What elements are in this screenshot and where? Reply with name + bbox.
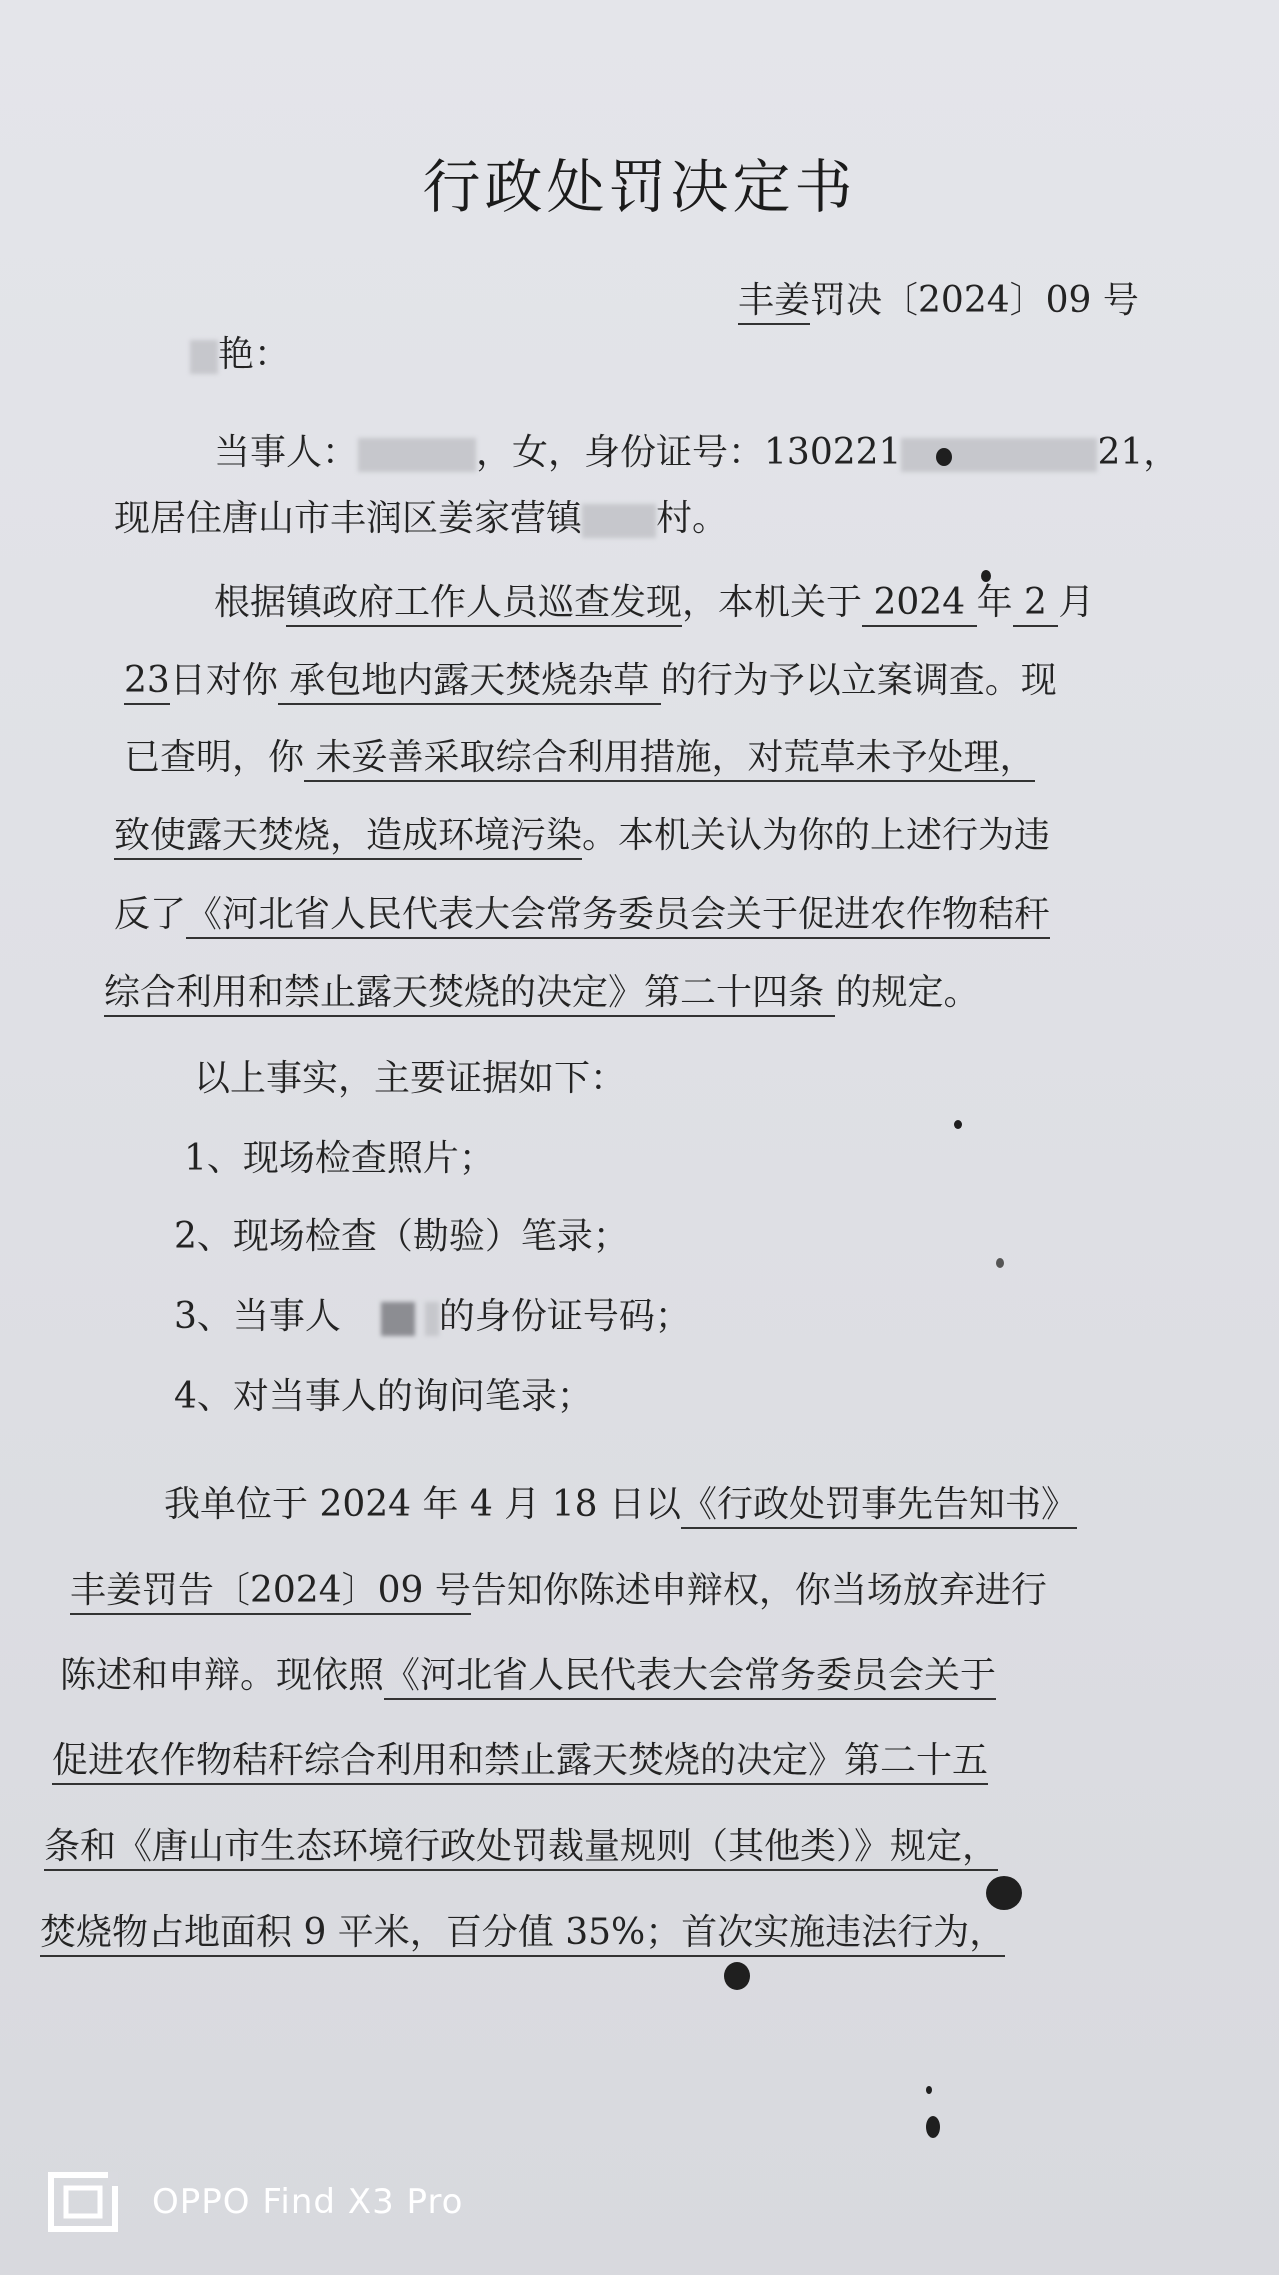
doc-number-rest: 罚决〔2024〕09 号 xyxy=(810,280,1139,321)
text-span: 反了 xyxy=(114,894,187,935)
address-prefix: 现居住唐山市丰润区姜家营镇 xyxy=(114,498,583,539)
para2-line1 xyxy=(164,1480,1077,1530)
redacted-id-number xyxy=(901,438,1097,472)
para2-line5 xyxy=(44,1822,998,1872)
text-span: 的规定。 xyxy=(835,972,980,1013)
redacted-party-name xyxy=(381,1302,415,1336)
text-span: ，本机关于 xyxy=(682,582,863,623)
salutation-text: 艳： xyxy=(218,334,291,375)
para2-line3 xyxy=(60,1651,996,1701)
document-number xyxy=(738,276,1139,326)
text-span: 告知你陈述申辩权，你当场放弃进行 xyxy=(470,1570,1047,1611)
watermark-text: OPPO Find X3 Pro xyxy=(152,2182,464,2222)
oppo-camera-frame-icon xyxy=(48,2172,118,2232)
legal-basis-2: 《河北省人民代表大会常务委员会关于 xyxy=(384,1655,996,1700)
notice-title: 《行政处罚事先告知书》 xyxy=(681,1484,1077,1529)
para1-line6 xyxy=(104,968,979,1018)
doc-number-prefix: 丰姜 xyxy=(738,280,810,325)
id-number-suffix: 21， xyxy=(1097,432,1180,473)
text-span: 陈述和申辩。现依照 xyxy=(60,1655,385,1696)
redacted-party-name xyxy=(425,1302,439,1336)
ink-spot xyxy=(986,1876,1022,1910)
para2-line2 xyxy=(70,1566,1047,1616)
text-span: 已查明，你 xyxy=(124,737,305,778)
text-span: 月 xyxy=(1058,582,1095,623)
text-span: 的行为予以立案调查。现 xyxy=(660,660,1057,701)
legal-basis-cont: 综合利用和禁止露天焚烧的决定》第二十四条 xyxy=(104,972,835,1017)
party-gender: ，女，身份证号： xyxy=(476,432,765,473)
redacted-village xyxy=(582,504,656,538)
salutation xyxy=(190,330,290,380)
ink-spot xyxy=(996,1258,1004,1268)
case-day: 23 xyxy=(124,660,170,705)
text-span: 。本机关认为你的上述行为违 xyxy=(582,815,1051,856)
para1-line4 xyxy=(114,811,1050,861)
evidence-item-4: 4、对当事人的询问笔录； xyxy=(174,1376,593,1417)
violation-act: 承包地内露天焚烧杂草 xyxy=(278,660,661,705)
party-line xyxy=(214,428,1179,478)
address-suffix: 村。 xyxy=(656,498,729,539)
text-span: 根据 xyxy=(214,582,287,623)
text-span: 的身份证号码； xyxy=(438,1296,691,1337)
camera-watermark xyxy=(48,2172,463,2232)
findings: 未妥善采取综合利用措施，对荒草未予处理， xyxy=(304,737,1035,782)
id-number-prefix: 130221 xyxy=(764,432,902,473)
redacted-name xyxy=(190,340,218,374)
ink-spot xyxy=(936,448,952,466)
redacted-party-name xyxy=(358,438,476,472)
ink-spot xyxy=(981,570,991,582)
para1-line3 xyxy=(124,733,1035,783)
evidence-intro: 以上事实，主要证据如下： xyxy=(194,1058,627,1099)
burn-area-details: 焚烧物占地面积 9 平米，百分值 35%；首次实施违法行为， xyxy=(40,1912,1005,1957)
evidence-item-1: 1、现场检查照片； xyxy=(184,1138,495,1179)
para1-line1 xyxy=(214,578,1094,628)
legal-basis: 《河北省人民代表大会常务委员会关于促进农作物秸秆 xyxy=(186,894,1050,939)
text-span: 年 xyxy=(976,582,1013,623)
findings-cont: 致使露天焚烧，造成环境污染 xyxy=(114,815,582,860)
notice-number: 丰姜罚告〔2024〕09 号 xyxy=(70,1570,471,1615)
para2-line4 xyxy=(52,1736,988,1786)
evidence-item-3 xyxy=(174,1292,691,1342)
party-label: 当事人： xyxy=(214,432,359,473)
case-month: 2 xyxy=(1013,582,1059,627)
ink-spot xyxy=(724,1962,750,1990)
case-source: 镇政府工作人员巡查发现 xyxy=(286,582,682,627)
case-year: 2024 xyxy=(862,582,977,627)
para2-line6 xyxy=(40,1908,1005,1958)
ink-spot xyxy=(954,1120,962,1129)
para1-line2 xyxy=(124,656,1057,706)
para1-line5 xyxy=(114,890,1050,940)
discretion-rules: 条和《唐山市生态环境行政处罚裁量规则（其他类）》规定， xyxy=(44,1826,998,1871)
ink-spot xyxy=(926,2116,940,2138)
evidence-item-2: 2、现场检查（勘验）笔录； xyxy=(174,1216,629,1257)
document-title: 行政处罚决定书 xyxy=(422,153,857,221)
legal-basis-2-cont: 促进农作物秸秆综合利用和禁止露天焚烧的决定》第二十五 xyxy=(52,1740,988,1785)
text-span: 3、当事人 xyxy=(174,1296,341,1337)
text-span: 日对你 xyxy=(169,660,278,701)
ink-spot xyxy=(926,2086,932,2094)
text-span: 我单位于 2024 年 4 月 18 日以 xyxy=(164,1484,681,1525)
party-address xyxy=(114,494,728,544)
